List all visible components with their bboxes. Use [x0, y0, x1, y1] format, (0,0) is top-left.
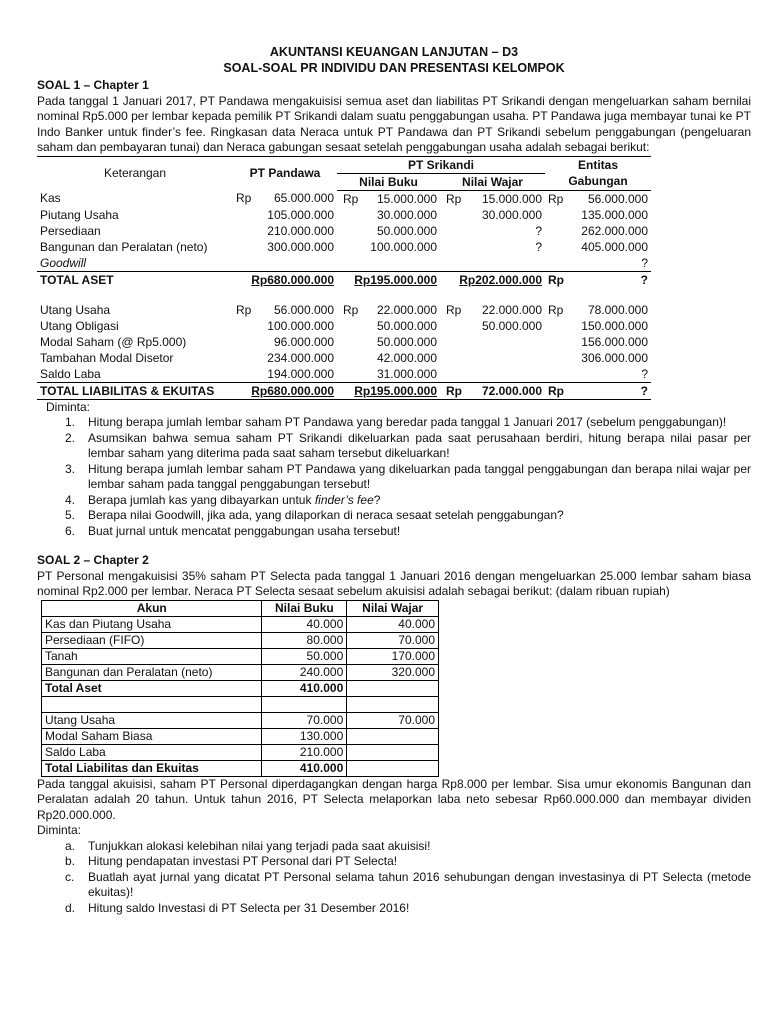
- soal-2-diminta: Diminta:: [37, 823, 82, 837]
- nilai-buku-cell: 40.000: [262, 616, 347, 632]
- soal1.table.liabilities-gab: [545, 318, 651, 334]
- table-row: [42, 760, 439, 776]
- value: 50.000.000: [376, 318, 437, 333]
- nilai-wajar-cell: [347, 696, 439, 712]
- soal-1-balance-table: [37, 156, 651, 400]
- soal1.table.liabilities-pandawa: [233, 366, 337, 383]
- akun-cell: Utang Usaha: [42, 712, 262, 728]
- soal1.table.assets-wajar: [440, 239, 545, 255]
- nilai-wajar-cell: [347, 728, 439, 744]
- col-nilai-wajar: Nilai Wajar: [347, 600, 439, 616]
- soal1.table.liabilities-buku: [337, 318, 440, 334]
- table-row: [42, 616, 439, 632]
- table-row: [42, 696, 439, 712]
- value: 210.000.000: [267, 223, 334, 238]
- list-marker: d.: [65, 900, 76, 915]
- col-nilai-wajar: Nilai Wajar: [440, 173, 545, 190]
- currency: Rp: [548, 383, 564, 398]
- soal1.table.liabilities-wajar: [440, 302, 545, 318]
- total-liabilitas-row: [37, 382, 651, 399]
- soal1.table.liabilities-gab: [545, 334, 651, 350]
- nilai-buku-cell: 410.000: [262, 680, 347, 696]
- value: 50.000.000: [481, 318, 542, 333]
- soal1.table.liabilities-pandawa: [233, 318, 337, 334]
- list-item: [37, 524, 751, 540]
- currency: Rp: [446, 191, 462, 206]
- row-label: Saldo Laba: [40, 366, 101, 381]
- soal1.table.liabilities-buku: [337, 302, 440, 318]
- value: 22.000.000: [481, 302, 542, 317]
- value: 150.000.000: [581, 318, 648, 333]
- col-entitas: Entitas: [545, 156, 651, 173]
- list-item: [37, 415, 751, 431]
- total-aset-buku: Rp195.000.000: [337, 271, 440, 288]
- value: 262.000.000: [581, 223, 648, 238]
- list-marker: 6.: [65, 523, 76, 538]
- list-marker: c.: [65, 869, 75, 884]
- currency: Rp: [343, 191, 359, 206]
- table-row: [42, 712, 439, 728]
- akun-cell: Saldo Laba: [42, 744, 262, 760]
- total-liabilitas-pandawa: Rp680.000.000: [233, 382, 337, 399]
- value: 194.000.000: [267, 366, 334, 381]
- soal1.table.liabilities-buku: [337, 350, 440, 366]
- currency: Rp: [548, 272, 564, 287]
- value: 30.000.000: [481, 207, 542, 222]
- soal-1-intro-text: Pada tanggal 1 Januari 2017, PT Pandawa mengakuisisi semua aset dan liabilitas PT Srikandi dengan mengeluarkan saham bernilai nominal Rp5.000 per lembar kepada pemilik PT Srikandi dalam suatu penggabungan usaha. PT Pandawa juga membayar tunai ke PT Indo Banker untuk finder’s fee. Ringkasan data Neraca untuk PT Pandawa dan PT Srikandi sebelum penggabungan (pengeluaran saham dan pembayaran tunai) dan Neraca gabungan sesaat setelah penggabungan usaha adalah sebagai berikut:: [37, 93, 751, 154]
- list-text: Hitung pendapatan investasi PT Personal dari PT Selecta!: [88, 854, 398, 868]
- currency: Rp: [446, 302, 462, 317]
- list-marker: 1.: [65, 415, 76, 429]
- liability-rows: [37, 302, 651, 383]
- soal1.table.assets-buku: [337, 255, 440, 272]
- nilai-buku-cell: 70.000: [262, 712, 347, 728]
- table-row: [37, 366, 651, 383]
- value: 65.000.000: [273, 191, 334, 206]
- soal-2-intro-text: PT Personal mengakuisisi 35% saham PT Selecta pada tanggal 1 Januari 2016 dengan mengeluarkan 25.000 lembar saham biasa nominal Rp2.000 per lembar. Neraca PT Selecta sesaat sebelum akuisisi adalah sebagai berikut: (dalam ribuan rupiah): [37, 568, 751, 598]
- list-text: Tunjukkan alokasi kelebihan nilai yang terjadi pada saat akuisisi!: [88, 838, 431, 853]
- currency: Rp: [548, 191, 564, 206]
- nilai-buku-cell: [262, 696, 347, 712]
- value: 105.000.000: [267, 207, 334, 222]
- nilai-wajar-cell: [347, 680, 439, 696]
- soal1.table.assets-wajar: [440, 207, 545, 223]
- soal1.table.assets-gab: [545, 190, 651, 207]
- nilai-wajar-cell: 70.000: [347, 632, 439, 648]
- soal1.table.liabilities-buku: [337, 334, 440, 350]
- value: 156.000.000: [581, 334, 648, 349]
- value: 42.000.000: [376, 350, 437, 365]
- soal1.table.liabilities-pandawa: [233, 350, 337, 366]
- table-row: [37, 302, 651, 318]
- soal1.table.assets-wajar: [440, 255, 545, 272]
- value: 22.000.000: [376, 302, 437, 317]
- col-pandawa: PT Pandawa: [233, 156, 337, 190]
- value: ?: [535, 223, 542, 238]
- akun-cell: Total Aset: [42, 680, 262, 696]
- row-label: Tambahan Modal Disetor: [40, 350, 174, 365]
- total-aset-pandawa: Rp680.000.000: [233, 271, 337, 288]
- list-marker: 4.: [65, 492, 76, 507]
- nilai-wajar-cell: 70.000: [347, 712, 439, 728]
- list-marker: 5.: [65, 508, 76, 522]
- soal-1-questions: [37, 415, 751, 539]
- table-row: [37, 190, 651, 207]
- currency: Rp: [548, 302, 564, 317]
- list-item: [37, 901, 751, 917]
- table-row: [42, 680, 439, 696]
- nilai-wajar-cell: [347, 744, 439, 760]
- table-row: [42, 728, 439, 744]
- row-label: Piutang Usaha: [40, 207, 119, 222]
- table-row: [42, 744, 439, 760]
- nilai-buku-cell: 50.000: [262, 648, 347, 664]
- list-text: Hitung saldo Investasi di PT Selecta per 31 Desember 2016!: [88, 900, 410, 915]
- soal1.table.assets-pandawa: [233, 223, 337, 239]
- soal1.table.liabilities-pandawa: [233, 334, 337, 350]
- soal1.table.assets-pandawa: [233, 239, 337, 255]
- soal1.table.liabilities-buku: [337, 366, 440, 383]
- soal1.table.liabilities-pandawa: [233, 302, 337, 318]
- soal1.table.liabilities-wajar: [440, 366, 545, 383]
- total-aset-label: TOTAL ASET: [37, 271, 233, 288]
- soal-1-intro: [37, 94, 751, 156]
- table-row: [37, 255, 651, 272]
- value: 72.000.000: [481, 383, 542, 398]
- value: 135.000.000: [581, 207, 648, 222]
- currency: Rp: [236, 302, 252, 317]
- soal1.table.liabilities-gab: [545, 366, 651, 383]
- soal-2-heading: SOAL 2 – Chapter 2: [37, 553, 149, 567]
- akun-cell: Persediaan (FIFO): [42, 632, 262, 648]
- list-marker: 3.: [65, 461, 76, 476]
- nilai-buku-cell: 210.000: [262, 744, 347, 760]
- row-label: Utang Obligasi: [40, 318, 119, 333]
- list-text: Buatlah ayat jurnal yang dicatat PT Personal selama tahun 2016 sehubungan dengan investasinya di PT Selecta (metode ekuitas)!: [88, 869, 751, 899]
- table-row: [37, 207, 651, 223]
- nilai-buku-cell: 410.000: [262, 760, 347, 776]
- soal1.table.liabilities-gab: [545, 302, 651, 318]
- list-item: [37, 431, 751, 462]
- value: 100.000.000: [267, 318, 334, 333]
- value: 15.000.000: [481, 191, 542, 206]
- soal-2-followup-text: Pada tanggal akuisisi, saham PT Personal diperdagangkan dengan harga Rp8.000 per lembar. Sisa umur ekonomis Bangunan dan Peralatan adalah 20 tahun. Untuk tahun 2016, PT Selecta melaporkan laba neto sebesar Rp60.000.000 dan membayar dividen Rp20.000.000.: [37, 776, 751, 822]
- akun-cell: Tanah: [42, 648, 262, 664]
- soal-1-heading: SOAL 1 – Chapter 1: [37, 78, 149, 92]
- soal1.table.assets-wajar: [440, 223, 545, 239]
- value: ?: [640, 383, 648, 398]
- soal1.table.assets-buku: [337, 190, 440, 207]
- soal1.table.assets-buku: [337, 239, 440, 255]
- total-aset-row: [37, 271, 651, 288]
- document-page: [37, 44, 751, 916]
- soal1.table.assets-pandawa: [233, 207, 337, 223]
- nilai-wajar-cell: 320.000: [347, 664, 439, 680]
- value: 56.000.000: [587, 191, 648, 206]
- list-item: [37, 839, 751, 855]
- list-item: [37, 870, 751, 901]
- row-label: Goodwill: [40, 255, 87, 270]
- value: ?: [641, 255, 648, 270]
- value: 50.000.000: [376, 223, 437, 238]
- akun-cell: Kas dan Piutang Usaha: [42, 616, 262, 632]
- table-row: [37, 350, 651, 366]
- row-label: Utang Usaha: [40, 302, 111, 317]
- value: ?: [640, 272, 648, 287]
- total-liabilitas-wajar: [440, 382, 545, 399]
- soal1.table.assets-wajar: [440, 190, 545, 207]
- value: 30.000.000: [376, 207, 437, 222]
- col-srikandi: PT Srikandi: [337, 156, 545, 173]
- soal-2-balance-table: [41, 600, 439, 777]
- soal1.table.assets-pandawa: [233, 255, 337, 272]
- akun-cell: Total Liabilitas dan Ekuitas: [42, 760, 262, 776]
- col-nilai-buku: Nilai Buku: [262, 600, 347, 616]
- list-item: [37, 508, 751, 524]
- soal-2-followup: [37, 777, 751, 824]
- list-item: [37, 854, 751, 870]
- nilai-wajar-cell: 170.000: [347, 648, 439, 664]
- akun-cell: [42, 696, 262, 712]
- col-nilai-buku: Nilai Buku: [337, 173, 440, 190]
- table-row: [37, 334, 651, 350]
- col-keterangan: Keterangan: [37, 156, 233, 190]
- soal-2-rows: [42, 616, 439, 776]
- list-item: [37, 493, 751, 509]
- nilai-wajar-cell: [347, 760, 439, 776]
- soal1.table.assets-pandawa: [233, 190, 337, 207]
- table-row: [42, 664, 439, 680]
- soal1.table.liabilities-wajar: [440, 334, 545, 350]
- nilai-buku-cell: 130.000: [262, 728, 347, 744]
- value: 96.000.000: [273, 334, 334, 349]
- table-row: [37, 318, 651, 334]
- list-text: Berapa nilai Goodwill, jika ada, yang dilaporkan di neraca sesaat setelah penggabungan?: [88, 508, 564, 522]
- row-label: Kas: [40, 191, 61, 206]
- currency: Rp: [236, 191, 252, 206]
- row-label: Modal Saham (@ Rp5.000): [40, 334, 187, 349]
- row-label: Persediaan: [40, 223, 101, 238]
- list-marker: a.: [65, 838, 76, 853]
- total-liabilitas-gabungan: [545, 382, 651, 399]
- document-title-line-1: AKUNTANSI KEUANGAN LANJUTAN – D3: [269, 45, 519, 59]
- asset-rows: [37, 190, 651, 271]
- total-liabilitas-label: TOTAL LIABILITAS & EKUITAS: [37, 382, 233, 399]
- value: 234.000.000: [267, 350, 334, 365]
- soal1.table.liabilities-gab: [545, 350, 651, 366]
- soal1.table.assets-gab: [545, 239, 651, 255]
- value: 15.000.000: [376, 191, 437, 206]
- document-title-line-2: SOAL-SOAL PR INDIVIDU DAN PRESENTASI KELOMPOK: [223, 61, 565, 75]
- value: 405.000.000: [581, 239, 648, 254]
- value: ?: [641, 366, 648, 381]
- table-row: [42, 632, 439, 648]
- soal-1-diminta: Diminta:: [46, 399, 91, 414]
- soal1.table.liabilities-wajar: [440, 350, 545, 366]
- soal1.table.assets-buku: [337, 207, 440, 223]
- value: 78.000.000: [587, 302, 648, 317]
- value: 50.000.000: [376, 334, 437, 349]
- list-text: Berapa jumlah kas yang dibayarkan untuk finder’s fee?: [88, 492, 381, 507]
- value: 31.000.000: [376, 366, 437, 381]
- nilai-buku-cell: 240.000: [262, 664, 347, 680]
- nilai-buku-cell: 80.000: [262, 632, 347, 648]
- list-text: Hitung berapa jumlah lembar saham PT Pandawa yang beredar pada tanggal 1 Januari 2017 (sebelum penggabungan)!: [88, 415, 727, 429]
- soal-2-questions: [37, 839, 751, 917]
- akun-cell: Modal Saham Biasa: [42, 728, 262, 744]
- list-text: Asumsikan bahwa semua saham PT Srikandi dikeluarkan pada saat perusahaan berdiri, hitung berapa nilai pasar per lembar saham yang diterima pada saat saham tersebut dikeluarkan!: [88, 430, 751, 460]
- list-marker: 2.: [65, 430, 76, 445]
- nilai-wajar-cell: 40.000: [347, 616, 439, 632]
- value: ?: [535, 239, 542, 254]
- currency: Rp: [446, 383, 462, 398]
- list-marker: b.: [65, 854, 76, 868]
- total-aset-wajar: Rp202.000.000: [440, 271, 545, 288]
- row-label: Bangunan dan Peralatan (neto): [40, 239, 208, 254]
- col-akun: Akun: [42, 600, 262, 616]
- table-row: [37, 239, 651, 255]
- currency: Rp: [343, 302, 359, 317]
- list-item: [37, 462, 751, 493]
- col-gabungan: Gabungan: [545, 173, 651, 190]
- value: 100.000.000: [370, 239, 437, 254]
- soal1.table.liabilities-wajar: [440, 318, 545, 334]
- list-text: Hitung berapa jumlah lembar saham PT Pandawa yang dikeluarkan pada tanggal penggabungan dan berapa nilai wajar per lembar saham pada tanggal penggabungan tersebut!: [88, 461, 751, 491]
- value: 300.000.000: [267, 239, 334, 254]
- table-row: [42, 648, 439, 664]
- soal1.table.assets-gab: [545, 255, 651, 272]
- value: 306.000.000: [581, 350, 648, 365]
- table-row: [37, 223, 651, 239]
- soal1.table.assets-gab: [545, 223, 651, 239]
- akun-cell: Bangunan dan Peralatan (neto): [42, 664, 262, 680]
- soal1.table.assets-buku: [337, 223, 440, 239]
- total-liabilitas-buku: Rp195.000.000: [337, 382, 440, 399]
- list-text: Buat jurnal untuk mencatat penggabungan usaha tersebut!: [88, 523, 401, 538]
- value: 56.000.000: [273, 302, 334, 317]
- soal1.table.assets-gab: [545, 207, 651, 223]
- soal-2-intro: [37, 569, 751, 600]
- total-aset-gabungan: [545, 271, 651, 288]
